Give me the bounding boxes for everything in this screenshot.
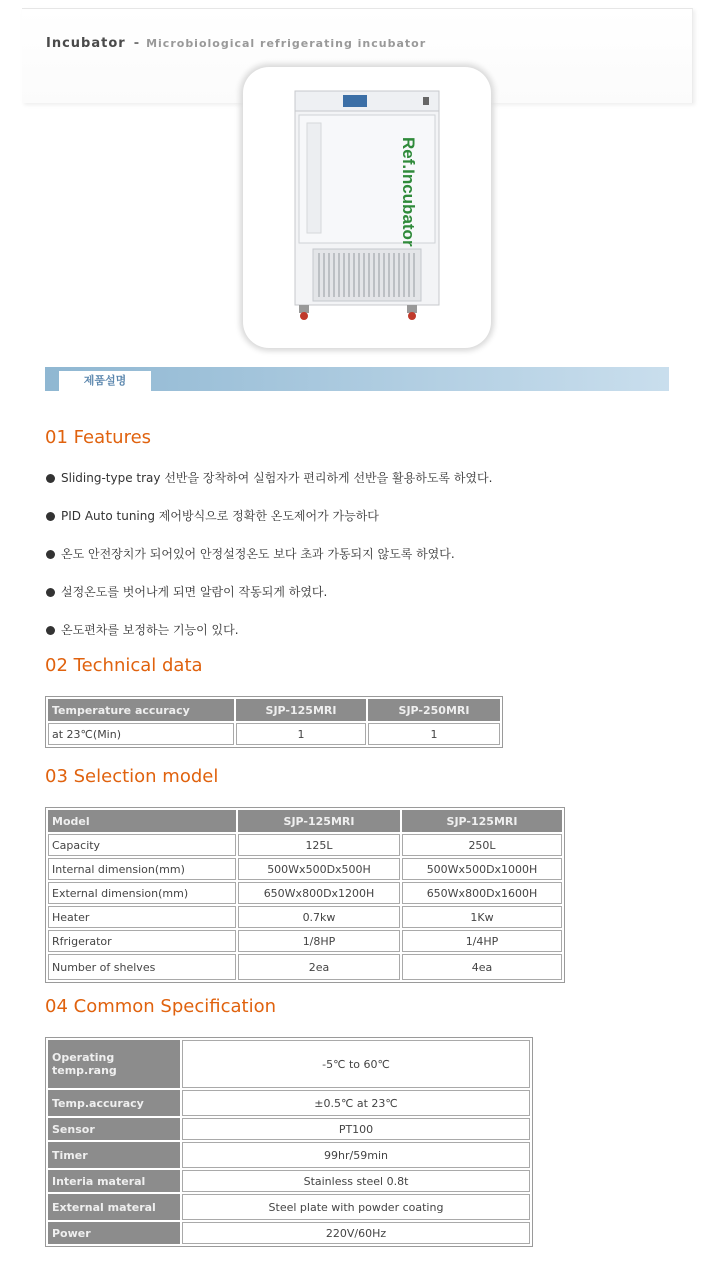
feature-item: PID Auto tuning 제어방식으로 정확한 온도제어가 가능하다 bbox=[46, 507, 379, 524]
row-label: Sensor bbox=[48, 1118, 180, 1140]
table-row bbox=[48, 1090, 530, 1116]
common-spec-table bbox=[45, 1037, 533, 1247]
table-cell: 1Kw bbox=[402, 906, 562, 928]
section-common-title: 04 Common Specification bbox=[45, 996, 276, 1017]
technical-data-table bbox=[45, 696, 503, 748]
row-label: Operating temp.rang bbox=[48, 1040, 180, 1088]
bullet-icon bbox=[46, 588, 55, 597]
bullet-icon bbox=[46, 550, 55, 559]
table-row bbox=[48, 1142, 530, 1168]
table-header-row bbox=[48, 699, 500, 721]
row-label: Interia materal bbox=[48, 1170, 180, 1192]
title-dash: - bbox=[133, 36, 141, 51]
row-label: Heater bbox=[48, 906, 236, 928]
bullet-icon bbox=[46, 626, 55, 635]
table-cell: 99hr/59min bbox=[182, 1142, 530, 1168]
table-cell: 1/8HP bbox=[238, 930, 400, 952]
product-image bbox=[243, 67, 491, 348]
table-cell: 4ea bbox=[402, 954, 562, 980]
table-cell: ±0.5℃ at 23℃ bbox=[182, 1090, 530, 1116]
table-cell: 1 bbox=[236, 723, 366, 745]
feature-item: 온도 안전장치가 되어있어 안정설정온도 보다 초과 가동되지 않도록 하였다. bbox=[46, 545, 455, 562]
tab-product-description[interactable]: 제품설명 bbox=[59, 371, 151, 391]
row-label: Internal dimension(mm) bbox=[48, 858, 236, 880]
table-cell: Stainless steel 0.8t bbox=[182, 1170, 530, 1192]
table-cell: PT100 bbox=[182, 1118, 530, 1140]
row-label: Power bbox=[48, 1222, 180, 1244]
row-label: Number of shelves bbox=[48, 954, 236, 980]
row-label: at 23℃(Min) bbox=[48, 723, 234, 745]
table-cell: 1 bbox=[368, 723, 500, 745]
table-cell: 650Wx800Dx1600H bbox=[402, 882, 562, 904]
incubator-illustration bbox=[243, 67, 491, 348]
table-cell: 0.7kw bbox=[238, 906, 400, 928]
control-display bbox=[343, 95, 367, 107]
table-cell: 2ea bbox=[238, 954, 400, 980]
header-cell: Model bbox=[48, 810, 236, 832]
header-cell: SJP-125MRI bbox=[402, 810, 562, 832]
row-label: Temp.accuracy bbox=[48, 1090, 180, 1116]
table-row bbox=[48, 906, 562, 928]
bullet-icon bbox=[46, 512, 55, 521]
row-label: External materal bbox=[48, 1194, 180, 1220]
table-row bbox=[48, 1222, 530, 1244]
bullet-icon bbox=[46, 474, 55, 483]
header-cell: Temperature accuracy bbox=[48, 699, 234, 721]
section-selection-title: 03 Selection model bbox=[45, 766, 219, 787]
selection-model-table bbox=[45, 807, 565, 983]
table-row bbox=[48, 1118, 530, 1140]
table-row bbox=[48, 1194, 530, 1220]
title-text: Incubator bbox=[46, 36, 126, 51]
feature-item: 설정온도를 벗어나게 되면 알람이 작동되게 하였다. bbox=[46, 583, 327, 600]
row-label: External dimension(mm) bbox=[48, 882, 236, 904]
table-row bbox=[48, 930, 562, 952]
header-cell: SJP-250MRI bbox=[368, 699, 500, 721]
feature-item: 온도편차를 보정하는 기능이 있다. bbox=[46, 621, 239, 638]
side-text: Ref.Incubator bbox=[399, 137, 418, 247]
table-row bbox=[48, 882, 562, 904]
table-row bbox=[48, 723, 500, 745]
table-cell: 500Wx500Dx1000H bbox=[402, 858, 562, 880]
table-cell: 220V/60Hz bbox=[182, 1222, 530, 1244]
table-cell: -5℃ to 60℃ bbox=[182, 1040, 530, 1088]
page-title bbox=[46, 36, 426, 51]
table-row bbox=[48, 954, 562, 980]
table-row bbox=[48, 834, 562, 856]
table-cell: 250L bbox=[402, 834, 562, 856]
table-cell: 125L bbox=[238, 834, 400, 856]
header-cell: SJP-125MRI bbox=[238, 810, 400, 832]
table-cell: 1/4HP bbox=[402, 930, 562, 952]
row-label: Capacity bbox=[48, 834, 236, 856]
section-technical-title: 02 Technical data bbox=[45, 655, 203, 676]
table-cell: 650Wx800Dx1200H bbox=[238, 882, 400, 904]
table-row bbox=[48, 1040, 530, 1088]
feature-item: Sliding-type tray 선반을 장착하여 실험자가 편리하게 선반을 활용하도록 하였다. bbox=[46, 469, 492, 486]
section-features-title: 01 Features bbox=[45, 427, 152, 448]
table-header-row bbox=[48, 810, 562, 832]
header-cell: SJP-125MRI bbox=[236, 699, 366, 721]
row-label: Rfrigerator bbox=[48, 930, 236, 952]
description-tab-bar bbox=[45, 367, 669, 391]
subtitle-text: Microbiological refrigerating incubator bbox=[146, 37, 427, 50]
table-cell: Steel plate with powder coating bbox=[182, 1194, 530, 1220]
row-label: Timer bbox=[48, 1142, 180, 1168]
table-row bbox=[48, 1170, 530, 1192]
table-row bbox=[48, 858, 562, 880]
table-cell: 500Wx500Dx500H bbox=[238, 858, 400, 880]
